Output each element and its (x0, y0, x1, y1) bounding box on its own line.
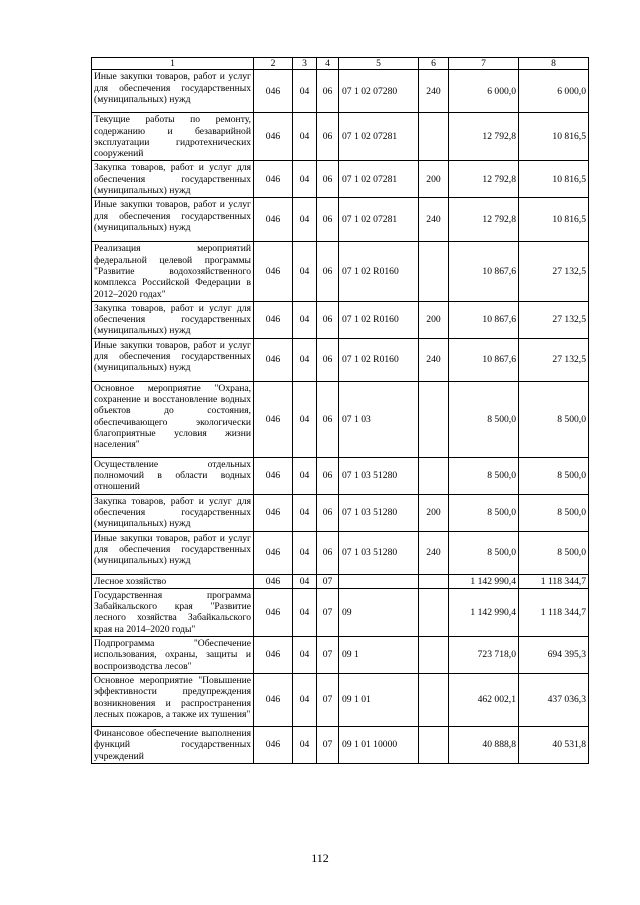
header-cell: 1 (92, 58, 254, 70)
subsection-cell: 07 (317, 726, 339, 763)
expense-type-cell (419, 588, 449, 636)
header-cell: 7 (449, 58, 519, 70)
gov-code-cell: 046 (254, 531, 293, 574)
section-cell: 04 (293, 301, 317, 338)
amount-col7-cell: 8 500,0 (449, 494, 519, 531)
row-name-cell: Основное мероприятие "Повышение эффективности предупреждения возникновения и распространения лесных пожаров, а также их тушения" (92, 673, 254, 726)
gov-code-cell: 046 (254, 494, 293, 531)
expense-type-cell: 240 (419, 338, 449, 381)
subsection-cell: 06 (317, 494, 339, 531)
row-name-cell: Основное мероприятие "Охрана, сохранение и восстановление водных объектов до состояния, обеспечивающего экологически благоприятные условия жизни населения" (92, 381, 254, 457)
table-row (92, 494, 589, 531)
subsection-cell: 06 (317, 198, 339, 242)
amount-col8-cell: 10 816,5 (519, 161, 589, 198)
row-name-cell: Закупка товаров, работ и услуг для обеспечения государственных (муниципальных) нужд (92, 494, 254, 531)
amount-col7-cell: 10 867,6 (449, 242, 519, 301)
header-row (92, 58, 589, 70)
row-name-cell: Иные закупки товаров, работ и услуг для обеспечения государственных (муниципальных) нужд (92, 70, 254, 113)
table-row (92, 531, 589, 574)
gov-code-cell: 046 (254, 381, 293, 457)
row-name-cell: Иные закупки товаров, работ и услуг для обеспечения государственных (муниципальных) нужд (92, 338, 254, 381)
table-row (92, 301, 589, 338)
target-article-cell: 07 1 02 07281 (339, 113, 419, 161)
subsection-cell: 06 (317, 338, 339, 381)
table-row (92, 588, 589, 636)
table-row (92, 70, 589, 113)
expense-type-cell (419, 726, 449, 763)
row-name-cell: Лесное хозяйство (92, 574, 254, 588)
target-article-cell: 09 (339, 588, 419, 636)
amount-col8-cell: 8 500,0 (519, 381, 589, 457)
amount-col7-cell: 1 142 990,4 (449, 588, 519, 636)
target-article-cell: 07 1 02 07281 (339, 198, 419, 242)
amount-col7-cell: 12 792,8 (449, 113, 519, 161)
expense-type-cell (419, 457, 449, 494)
gov-code-cell: 046 (254, 198, 293, 242)
row-name-cell: Текущие работы по ремонту, содержанию и безаварийной эксплуатации гидротехнических сооружений (92, 113, 254, 161)
target-article-cell: 07 1 02 07281 (339, 161, 419, 198)
row-name-cell: Осуществление отдельных полномочий в области водных отношений (92, 457, 254, 494)
amount-col8-cell: 8 500,0 (519, 494, 589, 531)
amount-col7-cell: 8 500,0 (449, 381, 519, 457)
header-cell: 2 (254, 58, 293, 70)
budget-table (91, 57, 589, 764)
table-row (92, 726, 589, 763)
gov-code-cell: 046 (254, 637, 293, 674)
section-cell: 04 (293, 637, 317, 674)
target-article-cell: 07 1 03 51280 (339, 494, 419, 531)
amount-col8-cell: 40 531,8 (519, 726, 589, 763)
expense-type-cell (419, 673, 449, 726)
expense-type-cell: 200 (419, 494, 449, 531)
amount-col7-cell: 40 888,8 (449, 726, 519, 763)
expense-type-cell: 240 (419, 531, 449, 574)
subsection-cell: 06 (317, 161, 339, 198)
header-cell: 6 (419, 58, 449, 70)
row-name-cell: Реализация мероприятий федеральной целевой программы "Развитие водохозяйственного комплекса Российской Федерации в 2012–2020 годах" (92, 242, 254, 301)
section-cell: 04 (293, 494, 317, 531)
section-cell: 04 (293, 242, 317, 301)
section-cell: 04 (293, 457, 317, 494)
amount-col7-cell: 462 002,1 (449, 673, 519, 726)
page-number: 112 (311, 851, 329, 865)
expense-type-cell: 240 (419, 70, 449, 113)
header-cell: 3 (293, 58, 317, 70)
section-cell: 04 (293, 113, 317, 161)
section-cell: 04 (293, 574, 317, 588)
gov-code-cell: 046 (254, 673, 293, 726)
header-cell: 5 (339, 58, 419, 70)
section-cell: 04 (293, 161, 317, 198)
amount-col7-cell: 8 500,0 (449, 531, 519, 574)
table-row (92, 673, 589, 726)
table-row (92, 338, 589, 381)
target-article-cell: 09 1 (339, 637, 419, 674)
target-article-cell: 07 1 02 07280 (339, 70, 419, 113)
row-name-cell: Финансовое обеспечение выполнения функций государственных учреждений (92, 726, 254, 763)
table-row (92, 637, 589, 674)
amount-col8-cell: 10 816,5 (519, 198, 589, 242)
gov-code-cell: 046 (254, 338, 293, 381)
expense-type-cell: 200 (419, 161, 449, 198)
amount-col8-cell: 27 132,5 (519, 338, 589, 381)
table-row (92, 574, 589, 588)
amount-col7-cell: 8 500,0 (449, 457, 519, 494)
section-cell: 04 (293, 531, 317, 574)
target-article-cell: 07 1 02 R0160 (339, 301, 419, 338)
row-name-cell: Иные закупки товаров, работ и услуг для обеспечения государственных (муниципальных) нужд (92, 531, 254, 574)
target-article-cell: 07 1 02 R0160 (339, 242, 419, 301)
amount-col7-cell: 12 792,8 (449, 161, 519, 198)
section-cell: 04 (293, 673, 317, 726)
expense-type-cell (419, 113, 449, 161)
header-cell: 4 (317, 58, 339, 70)
expense-type-cell: 240 (419, 198, 449, 242)
gov-code-cell: 046 (254, 588, 293, 636)
subsection-cell: 06 (317, 70, 339, 113)
row-name-cell: Иные закупки товаров, работ и услуг для обеспечения государственных (муниципальных) нужд (92, 198, 254, 242)
subsection-cell: 06 (317, 457, 339, 494)
target-article-cell: 07 1 03 (339, 381, 419, 457)
section-cell: 04 (293, 70, 317, 113)
subsection-cell: 06 (317, 242, 339, 301)
gov-code-cell: 046 (254, 113, 293, 161)
expense-type-cell (419, 242, 449, 301)
target-article-cell: 09 1 01 (339, 673, 419, 726)
subsection-cell: 06 (317, 531, 339, 574)
subsection-cell: 06 (317, 113, 339, 161)
gov-code-cell: 046 (254, 70, 293, 113)
target-article-cell: 07 1 03 51280 (339, 457, 419, 494)
section-cell: 04 (293, 381, 317, 457)
target-article-cell (339, 574, 419, 588)
table-row (92, 113, 589, 161)
target-article-cell: 07 1 03 51280 (339, 531, 419, 574)
subsection-cell: 07 (317, 673, 339, 726)
amount-col8-cell: 1 118 344,7 (519, 588, 589, 636)
section-cell: 04 (293, 588, 317, 636)
row-name-cell: Закупка товаров, работ и услуг для обеспечения государственных (муниципальных) нужд (92, 161, 254, 198)
amount-col8-cell: 27 132,5 (519, 242, 589, 301)
amount-col7-cell: 10 867,6 (449, 301, 519, 338)
table-row (92, 457, 589, 494)
row-name-cell: Подпрограмма "Обеспечение использования, охраны, защиты и воспроизводства лесов" (92, 637, 254, 674)
gov-code-cell: 046 (254, 161, 293, 198)
row-name-cell: Закупка товаров, работ и услуг для обеспечения государственных (муниципальных) нужд (92, 301, 254, 338)
gov-code-cell: 046 (254, 301, 293, 338)
subsection-cell: 07 (317, 574, 339, 588)
subsection-cell: 07 (317, 588, 339, 636)
amount-col8-cell: 8 500,0 (519, 457, 589, 494)
section-cell: 04 (293, 726, 317, 763)
subsection-cell: 06 (317, 381, 339, 457)
table-row (92, 381, 589, 457)
header-cell: 8 (519, 58, 589, 70)
section-cell: 04 (293, 198, 317, 242)
amount-col8-cell: 27 132,5 (519, 301, 589, 338)
subsection-cell: 07 (317, 637, 339, 674)
expense-type-cell (419, 637, 449, 674)
gov-code-cell: 046 (254, 574, 293, 588)
amount-col7-cell: 6 000,0 (449, 70, 519, 113)
amount-col8-cell: 437 036,3 (519, 673, 589, 726)
amount-col8-cell: 6 000,0 (519, 70, 589, 113)
gov-code-cell: 046 (254, 242, 293, 301)
amount-col7-cell: 12 792,8 (449, 198, 519, 242)
target-article-cell: 07 1 02 R0160 (339, 338, 419, 381)
table-row (92, 198, 589, 242)
gov-code-cell: 046 (254, 457, 293, 494)
gov-code-cell: 046 (254, 726, 293, 763)
subsection-cell: 06 (317, 301, 339, 338)
amount-col8-cell: 1 118 344,7 (519, 574, 589, 588)
amount-col7-cell: 1 142 990,4 (449, 574, 519, 588)
expense-type-cell: 200 (419, 301, 449, 338)
amount-col8-cell: 10 816,5 (519, 113, 589, 161)
amount-col8-cell: 694 395,3 (519, 637, 589, 674)
amount-col7-cell: 723 718,0 (449, 637, 519, 674)
expense-type-cell (419, 381, 449, 457)
amount-col8-cell: 8 500,0 (519, 531, 589, 574)
row-name-cell: Государственная программа Забайкальского края "Развитие лесного хозяйства Забайкальского края на 2014–2020 годы" (92, 588, 254, 636)
expense-type-cell (419, 574, 449, 588)
section-cell: 04 (293, 338, 317, 381)
table-row (92, 161, 589, 198)
target-article-cell: 09 1 01 10000 (339, 726, 419, 763)
table-row (92, 242, 589, 301)
amount-col7-cell: 10 867,6 (449, 338, 519, 381)
